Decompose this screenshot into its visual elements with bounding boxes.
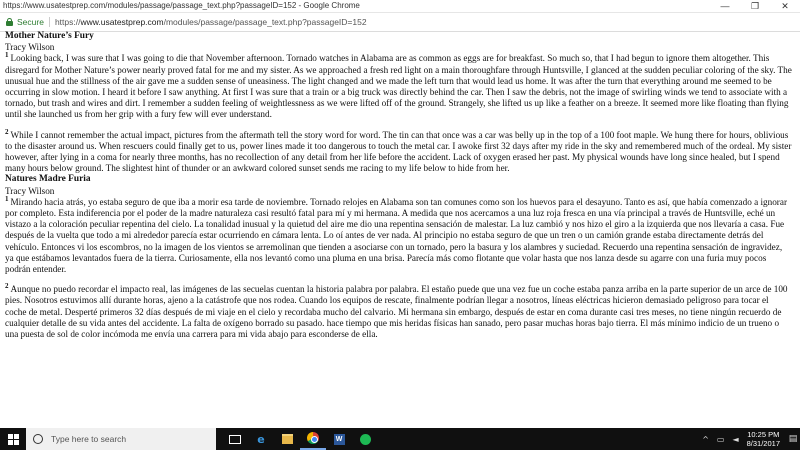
paragraph-text: While I cannot remember the actual impact, pictures from the aftermath tell the story word for word. The tin can that once was a car was belly up in the top of a 100 foot maple. We hung there for hours, oblivious to the disaster around us. When rescuers could finally get to us, power lines made it too dangerous to touch the metal car. I awoke first 32 days after my ride in the sky and remembered much of the ordeal. My sister however, after lying in a coma for nearly three months, has no recollection of any detail from her life before the accident. Lack of oxygen erased her past. My physical wounds have long since healed, but I spend many hours below ground. The slightest hint of thunder or an awkward colored sunset sends me racing to my life below to hide from her. bbox=[5, 129, 792, 174]
search-placeholder: Type here to search bbox=[51, 434, 127, 444]
spanish-paragraph-1 bbox=[5, 194, 792, 275]
paragraph-text: Looking back, I was sure that I was going to die that November afternoon. Tornado watches in Alabama are as common as eggs are for breakfast. So much so, that I had begun to ignore them altogether. This disregard for Mother Nature’s power nearly proved fatal for me and my sister. As we approached a fresh red light on a main thoroughfare through Huntsville, I glanced at the sudden peculiar coloring of the sky. The unusual hue and the stillness of the air gave me a sudden sense of uneasiness. The light changed and we made the left turn that would lead us home. It was after the turn that everything around me seemed to be occurring in slow motion. I heard it before I saw anything. At first I was sure that a train or a big truck was directly behind the car. Then I saw the debris, not the image of swirling winds we tend to associate with a tornado, but trash and wires and dirt. I remember a sudden feeling of weightlessness as we were lifted off of the ground. Strangely, she lifted us up like a feather on a breeze. It seemed more like floating than flying until she launched us from her grip with a fury few will ever understand. bbox=[5, 53, 792, 120]
spanish-author: Tracy Wilson bbox=[5, 185, 55, 196]
clock-date: 8/31/2017 bbox=[746, 439, 780, 448]
english-author: Tracy Wilson bbox=[5, 42, 55, 53]
maximize-button[interactable]: ❐ bbox=[750, 1, 760, 11]
clock[interactable] bbox=[747, 430, 780, 448]
chrome-button[interactable] bbox=[300, 428, 326, 450]
word-button[interactable] bbox=[326, 428, 352, 450]
address-bar[interactable] bbox=[0, 13, 800, 32]
taskbar bbox=[0, 428, 800, 450]
spotify-button[interactable] bbox=[352, 428, 378, 450]
word-icon: W bbox=[334, 434, 345, 445]
paragraph-number: 1 bbox=[5, 194, 9, 203]
paragraph-text: Mirando hacia atrás, yo estaba seguro de que iba a morir esa tarde de noviembre. Tornado relojes en Alabama son tan comunes como son los huevos para el desayuno. Tanto es así, que había comenzado a ignorar por completo. Esta indiferencia por el poder de la madre naturaleza casi resultó fatal para mí y mi hermana. A medida que nos acercamos a una luz roja fresca en una vía principal a través de Huntsville, eché un vistazo a la coloración peculiar repentina del cielo. La tonalidad inusual y la quietud del aire me dio una repentina sensación de malestar. La luz cambió y nos hizo el giro a la izquierda que nos llevaría a casa. Fue después de la vuelta que todo a mi alrededor parecía estar ocurriendo en cámara lenta. Lo oí antes de ver nada. Al principio no estaba seguro de que un tren o un camión grande estaba directamente detrás del vehículo. Entonces vi los escombros, no la imagen de los vientos se arremolinan que tienden a asociarse con un tornado, pero la basura y los alambres y suciedad. Recuerdo una repentina sensación de ingravidez, ya que estábamos levantados fuera de la tierra. Curiosamente, ella nos levantó como una pluma en una brisa. Parecía más como flotante que volar hasta que nos lanza desde su agarre con una furia muy pocos podrán entender. bbox=[5, 196, 788, 275]
lock-icon[interactable] bbox=[6, 18, 13, 26]
paragraph-text: Aunque no puedo recordar el impacto real, las imágenes de las secuelas cuentan la historia palabra por palabra. El estaño puede que una vez fue un coche estaba panza arriba en la parte superior de un arce de 100 pies. Nosotros estuvimos allí durante horas, ajeno a la catástrofe que nos rodea. Cuando los equipos de rescate, finalmente podrían llegar a nosotros, líneas eléctricas hicieron demasiado peligroso para tocar el coche de metal. Desperté primeros 32 días después de mi viaje en el cielo y recordaba mucho del calvario. Mi hermana sin embargo, después de estar en coma durante casi tres meses, no tiene ningún recuerdo de cualquier detalle de su vida antes del accidente. La falta de oxígeno borrado su pasado. hace tiempo que mis heridas físicas han sanado, pero pasar muchas horas bajo tierra. El más mínimo indicio de un trueno o una puesta de sol de color incómoda me envía una carrera para mi vida abajo para esconderse de ella. bbox=[5, 284, 788, 340]
pinned-apps bbox=[222, 428, 378, 450]
file-explorer-icon bbox=[282, 434, 293, 444]
english-title: Mother Nature’s Fury bbox=[5, 31, 94, 41]
cortana-icon bbox=[33, 434, 43, 444]
windows-icon bbox=[8, 434, 19, 445]
spotify-icon bbox=[360, 434, 371, 445]
task-view-button[interactable] bbox=[222, 428, 248, 450]
start-button[interactable] bbox=[0, 428, 26, 450]
url-scheme: https:// bbox=[54, 17, 81, 27]
divider bbox=[49, 17, 50, 27]
english-paragraph-1 bbox=[5, 53, 792, 120]
clock-time: 10:25 PM bbox=[747, 430, 780, 439]
english-paragraph-2 bbox=[5, 127, 792, 175]
chrome-icon bbox=[307, 432, 319, 444]
spanish-title: Natures Madre Furia bbox=[5, 174, 91, 185]
edge-icon: e bbox=[257, 432, 265, 446]
volume-icon[interactable]: ◄ bbox=[732, 434, 739, 444]
file-explorer-button[interactable] bbox=[274, 428, 300, 450]
close-button[interactable]: ✕ bbox=[781, 1, 789, 11]
paragraph-number: 1 bbox=[5, 51, 9, 60]
taskbar-search[interactable] bbox=[26, 428, 216, 450]
minimize-button[interactable]: — bbox=[720, 1, 730, 11]
task-view-icon bbox=[229, 435, 241, 444]
passage-content bbox=[5, 31, 792, 349]
url-path: /modules/passage/passage_text.php?passageID=152 bbox=[163, 17, 367, 27]
window-title: https://www.usatestprep.com/modules/passage/passage_text.php?passageID=152 - Google Chrome bbox=[3, 1, 360, 10]
chevron-up-icon[interactable]: ^ bbox=[702, 434, 709, 444]
paragraph-number: 2 bbox=[5, 282, 9, 291]
edge-button[interactable] bbox=[248, 428, 274, 450]
url-text[interactable] bbox=[55, 17, 367, 27]
network-icon[interactable]: ▭ bbox=[716, 434, 725, 444]
paragraph-number: 2 bbox=[5, 127, 9, 136]
spanish-paragraph-2 bbox=[5, 284, 792, 340]
title-bar bbox=[0, 0, 800, 13]
url-host: www.usatestprep.com bbox=[80, 17, 164, 27]
security-label[interactable]: Secure bbox=[17, 17, 44, 27]
notification-icon[interactable]: ▤ bbox=[788, 434, 798, 444]
system-tray bbox=[698, 428, 800, 450]
window-controls bbox=[710, 0, 800, 12]
